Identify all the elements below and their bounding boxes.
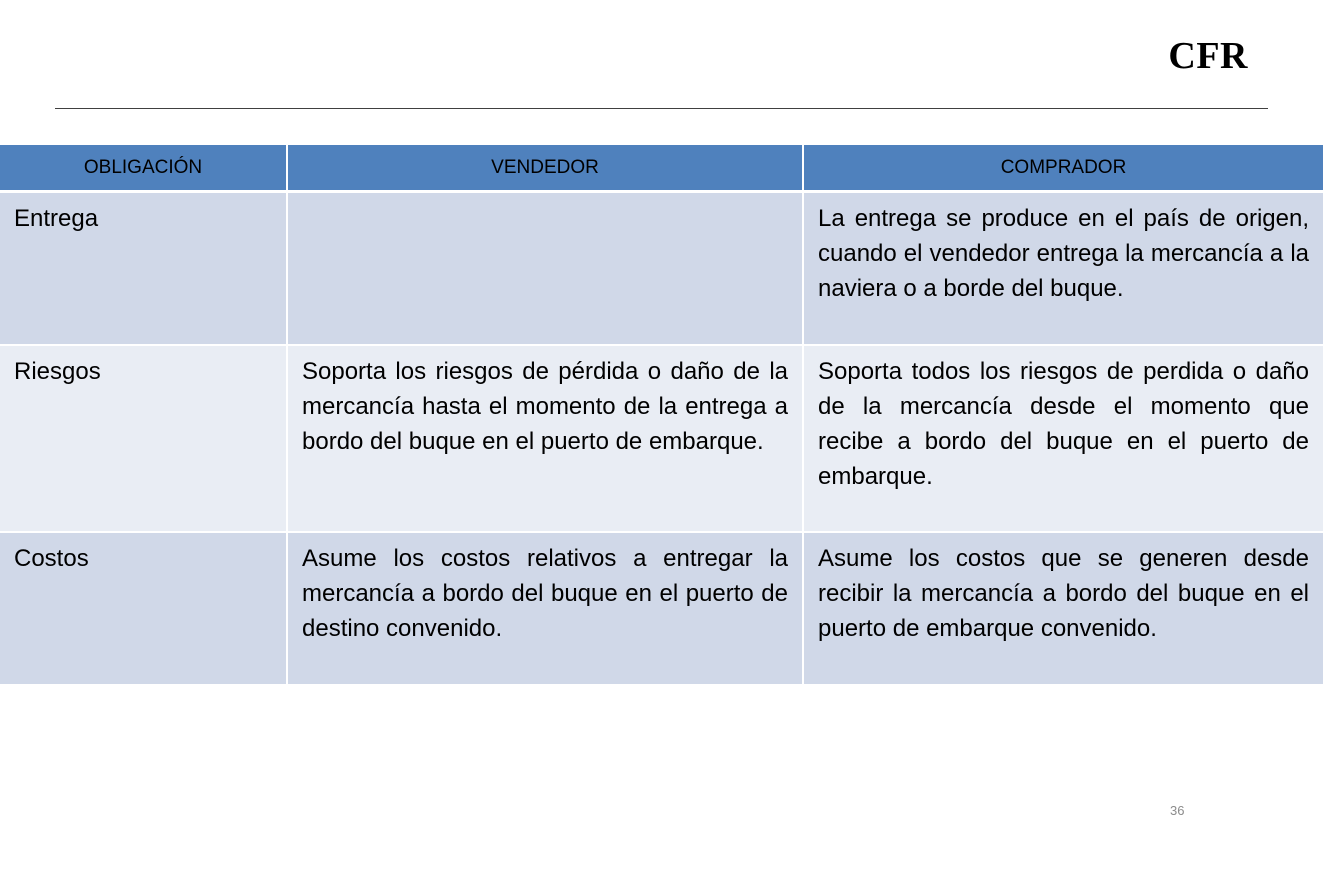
- title-divider: [55, 108, 1268, 109]
- table-row-costos: [0, 532, 1323, 685]
- header-seller: VENDEDOR: [287, 145, 803, 192]
- obligations-table: [0, 145, 1323, 686]
- table-header-row: [0, 145, 1323, 192]
- page-number: 36: [1170, 803, 1185, 818]
- slide-title: CFR: [1168, 35, 1248, 77]
- header-obligation: OBLIGACIÓN: [0, 145, 287, 192]
- header-buyer: COMPRADOR: [803, 145, 1323, 192]
- buyer-cell: Asume los costos que se generen desde recibir la mercancía a bordo del buque en el puerto de embarque convenido.: [803, 532, 1323, 685]
- table-row-entrega: [0, 192, 1323, 345]
- seller-cell: Soporta los riesgos de pérdida o daño de la mercancía hasta el momento de la entrega a bordo del buque en el puerto de embarque.: [287, 345, 803, 532]
- obligation-cell: Riesgos: [0, 345, 287, 532]
- table-row-riesgos: [0, 345, 1323, 532]
- obligation-cell: Costos: [0, 532, 287, 685]
- buyer-cell: La entrega se produce en el país de origen, cuando el vendedor entrega la mercancía a la naviera o a borde del buque.: [803, 192, 1323, 345]
- obligation-cell: Entrega: [0, 192, 287, 345]
- seller-cell: [287, 192, 803, 345]
- buyer-cell: Soporta todos los riesgos de perdida o daño de la mercancía desde el momento que recibe a bordo del buque en el puerto de embarque.: [803, 345, 1323, 532]
- seller-cell: Asume los costos relativos a entregar la mercancía a bordo del buque en el puerto de destino convenido.: [287, 532, 803, 685]
